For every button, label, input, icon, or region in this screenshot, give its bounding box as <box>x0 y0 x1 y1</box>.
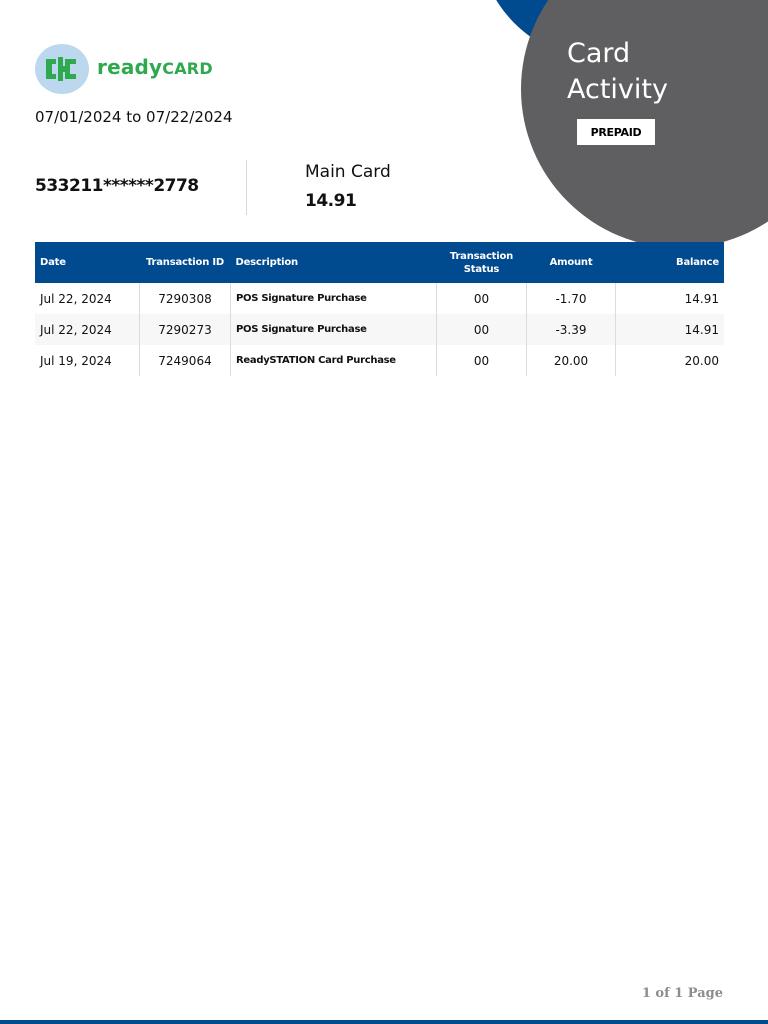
cell-status: 00 <box>437 345 527 376</box>
cell-amount: 20.00 <box>527 345 616 376</box>
statement-date-range: 07/01/2024 to 07/22/2024 <box>35 108 233 126</box>
col-header-description: Description <box>231 242 437 283</box>
page-number: 1 of 1 Page <box>641 986 723 1001</box>
cell-status: 00 <box>437 283 527 314</box>
cell-date: Jul 22, 2024 <box>35 283 140 314</box>
cell-description: POS Signature Purchase <box>231 314 437 345</box>
col-header-status-line1: Transaction <box>449 250 514 262</box>
col-header-amount: Amount <box>527 242 616 283</box>
col-header-status-line2: Status <box>463 263 500 275</box>
cell-balance: 20.00 <box>684 353 719 368</box>
table-row <box>35 283 724 314</box>
logo-wordmark <box>97 55 213 79</box>
table-row <box>35 345 724 376</box>
table-header-row <box>35 242 724 283</box>
cell-description: ReadySTATION Card Purchase <box>231 345 437 376</box>
col-header-transaction-id: Transaction ID <box>140 242 231 283</box>
col-header-date: Date <box>35 242 140 283</box>
cell-date: Jul 22, 2024 <box>35 314 140 345</box>
main-card-balance: 14.91 <box>305 191 357 211</box>
cell-transaction-id: 7290273 <box>140 314 231 345</box>
card-info-divider <box>246 160 247 215</box>
cell-balance: 14.91 <box>616 314 725 345</box>
table-row <box>35 314 724 345</box>
cell-amount: -1.70 <box>527 283 616 314</box>
col-header-transaction-status <box>437 242 527 283</box>
cell-transaction-id: 7249064 <box>140 345 231 376</box>
readycard-logo-icon <box>35 44 89 94</box>
transactions-table <box>35 242 724 376</box>
cell-amount: -3.39 <box>527 314 616 345</box>
cell-transaction-id: 7290308 <box>140 283 231 314</box>
main-card-label: Main Card <box>305 162 391 182</box>
logo-text-lower: ready <box>97 55 163 79</box>
cell-description: POS Signature Purchase <box>231 283 437 314</box>
page-title-line1: Card <box>567 38 631 69</box>
page-title-line2: Activity <box>567 74 668 105</box>
page-title <box>567 36 668 108</box>
cell-balance: 14.91 <box>684 291 719 306</box>
col-header-balance: Balance <box>616 242 725 283</box>
prepaid-badge: PREPAID <box>577 119 655 145</box>
cell-status: 00 <box>437 314 527 345</box>
cell-date: Jul 19, 2024 <box>35 345 140 376</box>
card-number: 533211******2778 <box>35 176 199 196</box>
footer-bar <box>0 1020 768 1024</box>
logo-text-upper: CARD <box>162 59 213 78</box>
